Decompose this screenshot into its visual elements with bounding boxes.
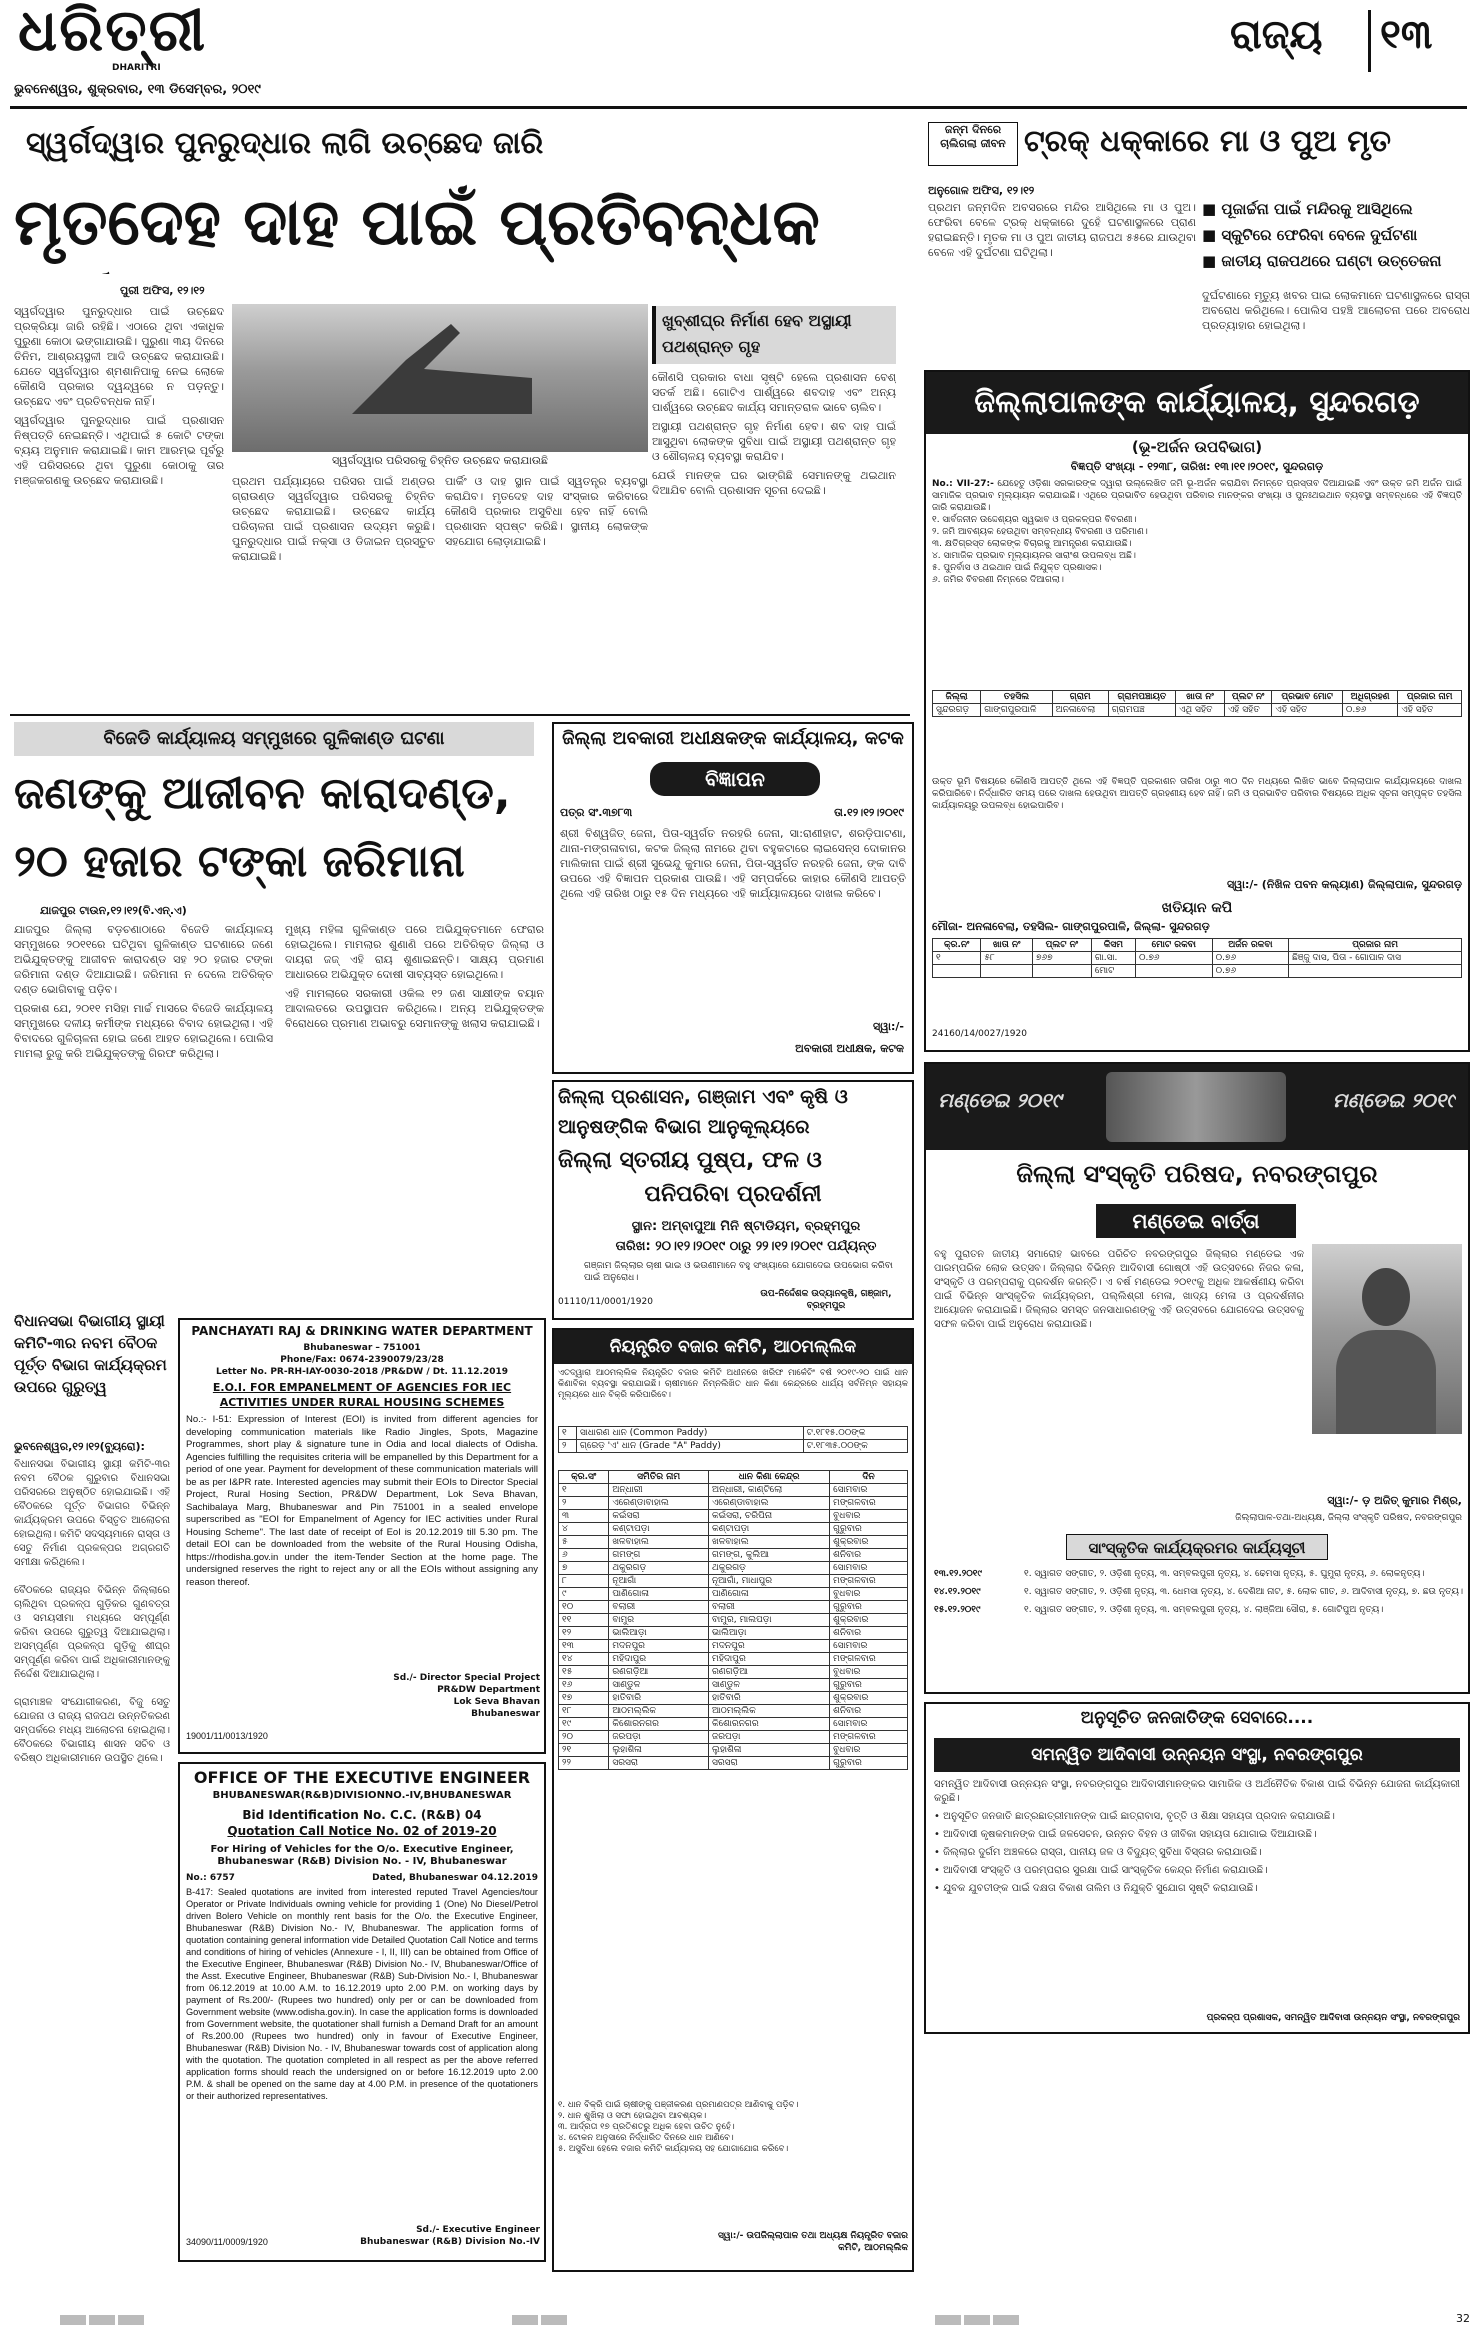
accident-kicker <box>928 122 1018 166</box>
accident-bullet: ■ ପୂଜାର୍ଚ୍ଚନା ପାଇଁ ମନ୍ଦିରକୁ ଆସିଥିଲେ <box>1202 200 1413 218</box>
accident-column-2: ଦୁର୍ଘଟଣାରେ ମୃତ୍ୟୁ ଖବର ପାଇ ଲୋକମାନେ ଘଟଣାସ୍ଥଳରେ ରାସ୍ତା ଅବରୋଧ କରିଥିଲେ। ପୋଲିସ ପହଞ୍ଚି ଆଲୋଚନା ପରେ ଅବରୋଧ ପ୍ରତ୍ୟାହାର ହୋଇଥିଲା। <box>1202 289 1470 332</box>
exec-engineer-title: OFFICE OF THE EXECUTIVE ENGINEER <box>193 1768 531 1787</box>
market-paddy-1: ସାଧାରଣ ଧାନ (Common Paddy) <box>576 1427 803 1440</box>
excavator-shape <box>352 324 532 414</box>
exec-engineer-bid: Bid Identification No. C.C. (R&B) 04 <box>242 1808 482 1822</box>
excise-ref: ପତ୍ର ସଂ.୩୭୮୩ <box>560 806 633 819</box>
lead-photo-caption: ସ୍ୱର୍ଗଦ୍ୱାର ପରିସରକୁ ଚିହ୍ନିତ ଉଚ୍ଛେଦ କରାଯାଉଛି <box>332 454 548 467</box>
ganjam-title-1: ଜିଲ୍ଲା ପ୍ରଶାସନ, ଗଞ୍ଜାମ ଏବଂ କୃଷି ଓ <box>558 1086 848 1108</box>
itda-sign: ପ୍ରକଳ୍ପ ପ୍ରଶାସକ, ସମନ୍ୱିତ ଆଦିବାସୀ ଉନ୍ନୟନ ସଂସ୍ଥା, ନବରଙ୍ଗପୁର <box>1206 2013 1460 2023</box>
excise-sign-1: ସ୍ୱା:/- <box>873 1020 904 1033</box>
itda-title <box>934 1738 1460 1772</box>
lead-subhead <box>652 306 896 364</box>
collector-sundargarh-body: No.: VII-27:- ଯେହେତୁ ଓଡ଼ିଶା ସରକାରଙ୍କ ଦ୍ୱାରା ଉଲ୍ଲେଖିତ ଜମି ଭୂ-ଅର୍ଜନ କରାଯିବା ନିମନ୍ତେ ପ୍ରସ୍ତାବ ଦିଆଯାଇଛି ଏବଂ ଉକ୍ତ ଜମି ଅର୍ଜନ ପାଇଁ ସାମାଜିକ ପ୍ରଭାବ ମୂଲ୍ୟାୟନ କରାଯାଇଛି। ଏଥିରେ ପ୍ରଭାବିତ ହେଉଥିବା ପରିବାର ମାନଙ୍କର ସଂଖ୍ୟା ଓ ପୁନଃଥଇଥାନ ବ୍ୟବସ୍ଥା ସମ୍ବନ୍ଧରେ ଏହି ବିଜ୍ଞପ୍ତି ଜାରି କରାଯାଉଛି। ୧. ସାର୍ବଜନୀନ ଉଦ୍ଦେଶ୍ୟର ସ୍ୱଭାବ ଓ ପ୍ରକଳ୍ପର ବିବରଣୀ। ୨. ଜମି ଆବଶ୍ୟକ ହେଉଥିବା ସମ୍ବନ୍ଧୀୟ ବିବରଣୀ ଓ ପରିମାଣ। ୩. କ୍ଷତିଗ୍ରସ୍ତ ଲୋକଙ୍କ ବିଚାରକୁ ଆମନ୍ତ୍ରଣ କରାଯାଉଛି। ୪. ସାମାଜିକ ପ୍ରଭାବ ମୂଲ୍ୟାୟନର ସାରାଂଶ ଉପଲବ୍ଧ ଅଛି। ୫. ପୁନର୍ବାସ ଓ ଥଇଥାନ ପାଇଁ ନିଯୁକ୍ତ ପ୍ରଶାସକ। ୬. ଜମିର ବିବରଣୀ ନିମ୍ନରେ ଦିଆଗଲା। <box>932 479 1462 585</box>
bjd-kicker-text: ବିଜେଡି କାର୍ଯ୍ୟାଳୟ ସମ୍ମୁଖରେ ଗୁଳିକାଣ୍ଡ ଘଟଣା <box>103 728 445 749</box>
program-row: ୧୫.୧୨.୨୦୧୯ ୧. ସ୍ୱାଗତ ସଙ୍ଗୀତ, ୨. ଓଡ଼ିଶୀ ନୃତ୍ୟ, ୩. ସମ୍ବଲପୁରୀ ନୃତ୍ୟ, ୪. ଲାଞ୍ଜିଆ ସୌରା, ୫. ଗୋଟିପୁଅ ନୃତ୍ୟ। <box>934 1605 1384 1615</box>
nabarangpur-ad <box>924 1062 1470 1694</box>
collector-sundargarh-body-2: ଉକ୍ତ ଭୂମି ବିଷୟରେ କୌଣସି ଆପତ୍ତି ଥିଲେ ଏହି ବିଜ୍ଞପ୍ତି ପ୍ରକାଶନ ତାରିଖ ଠାରୁ ୩୦ ଦିନ ମଧ୍ୟରେ ଲିଖିତ ଭାବେ ଜିଲ୍ଲାପାଳ କାର୍ଯ୍ୟାଳୟରେ ଦାଖଲ କରିପାରିବେ। ନିର୍ଦ୍ଧାରିତ ସମୟ ପରେ ଦାଖଲ ହେଉଥିବା ଆପତ୍ତି ଗ୍ରହଣୀୟ ହେବ ନାହିଁ। ଜମି ଓ ପ୍ରଭାବିତ ପରିବାର ବିଷୟରେ ଅଧିକ ସୂଚନା ସମ୍ପୃକ୍ତ ତହସିଲ କାର୍ଯ୍ୟାଳୟରୁ ଉପଲବ୍ଧ ହୋଇପାରିବ। <box>932 777 1462 811</box>
exec-engineer-purpose: For Hiring of Vehicles for the O/o. Executive Engineer, Bhubaneswar (R&B) Division No. - IV, Bhubaneswar <box>210 1844 514 1867</box>
section-title: ରାଜ୍ୟ <box>1230 12 1323 58</box>
accident-headline: ଟ୍ରକ୍ ଧକ୍କାରେ ମା ଓ ପୁଅ ମୃତ <box>1024 124 1392 159</box>
collector-sundargarh-signature: ସ୍ୱା:/- (ନିଖିଳ ପବନ କଲ୍ୟାଣ) ଜିଲ୍ଲାପାଳ, ସୁନ୍ଦରଗଡ଼ <box>1226 878 1462 891</box>
masthead-rule <box>10 106 1467 109</box>
itda-ad <box>924 1702 1470 2034</box>
newspaper-logo-sub: DHARITRI <box>112 63 161 73</box>
collector-land-table-2: କ୍ର.ନଂ ଖାତା ନଂ ପ୍ଲଟ ନଂ କିସମ ମୋଟ ରକବା ଅର୍ଜନ ରକବା ପ୍ରଜାର ନାମ ୧ ୫୮ ୭୬୭ ଗା.ସା. ୦.୭୬ ୦.୭୬ ଛିଞ୍ଜୁ ଦାସ, ପିତା - ଗୋପାଳ ଦାସ ମୋଟ ୦.୭୬ <box>932 938 1462 1018</box>
program-row: ୧୩.୧୨.୨୦୧୯ ୧. ସ୍ୱାଗତ ସଙ୍ଗୀତ, ୨. ଓଡ଼ିଶୀ ନୃତ୍ୟ, ୩. ସମ୍ବଲପୁରୀ ନୃତ୍ୟ, ୪. ଢେମସା ନୃତ୍ୟ, ୫. ଘୁମୁରା ନୃତ୍ୟ, ୬. ଲୋକନୃତ୍ୟ। <box>934 1569 1425 1579</box>
accident-column-1: ପ୍ରଥମ ଜନ୍ମଦିନ ଅବସରରେ ମନ୍ଦିର ଆସିଥିଲେ ମା ଓ ପୁଅ। ଫେରିବା ବେଳେ ଟ୍ରକ୍ ଧକ୍କାରେ ଦୁହେଁ ଘଟଣାସ୍ଥଳରେ ପ୍ରାଣ ହରାଇଛନ୍ତି। ମୃତକ ମା ଓ ପୁଅ ଜାତୀୟ ରାଜପଥ ୫୫ରେ ଯାଉଥିବା ବେଳେ ଏହି ଦୁର୍ଘଟଣା ଘଟିଥିଲା। <box>928 201 1196 259</box>
market-price-1: ଟ.୧୮୧୫.୦୦ଙ୍କ <box>803 1427 907 1440</box>
program-date: ୧୩.୧୨.୨୦୧୯ <box>934 1569 982 1579</box>
market-price-2: ଟ.୧୮୩୫.୦୦ଙ୍କ <box>803 1440 907 1453</box>
program-title-text: ସାଂସ୍କୃତିକ କାର୍ଯ୍ୟକ୍ରମର କାର୍ଯ୍ୟସୂଚୀ <box>1088 1539 1306 1557</box>
mandei-barta-badge <box>1096 1204 1296 1238</box>
nabarangpur-title: ଜିଲ୍ଲା ସଂସ୍କୃତି ପରିଷଦ, ନବରଙ୍ଗପୁର <box>1016 1160 1378 1188</box>
itda-body: ସମନ୍ୱିତ ଆଦିବାସୀ ଉନ୍ନୟନ ସଂସ୍ଥା, ନବରଙ୍ଗପୁର ଆଦିବାସୀମାନଙ୍କର ସାମାଜିକ ଓ ଅର୍ଥନୈତିକ ବିକାଶ ପାଇଁ ବିଭିନ୍ନ ଯୋଜନା କାର୍ଯ୍ୟକାରୀ କରୁଛି। • ଅନୁସୂଚିତ ଜନଜାତି ଛାତ୍ରଛାତ୍ରୀମାନଙ୍କ ପାଇଁ ଛାତ୍ରାବାସ, ବୃତ୍ତି ଓ ଶିକ୍ଷା ସହାୟତା ପ୍ରଦାନ କରାଯାଉଛି। • ଆଦିବାସୀ କୃଷକମାନଙ୍କ ପାଇଁ ଜଳସେଚନ, ଉନ୍ନତ ବିହନ ଓ ଜୀବିକା ସହାୟତା ଯୋଗାଇ ଦିଆଯାଉଛି। • ଜିଲ୍ଲାର ଦୁର୍ଗମ ଅଞ୍ଚଳରେ ରାସ୍ତା, ପାନୀୟ ଜଳ ଓ ବିଦ୍ୟୁତ୍ ସୁବିଧା ବିସ୍ତାର କରାଯାଉଛି। • ଆଦିବାସୀ ସଂସ୍କୃତି ଓ ପରମ୍ପରାର ସୁରକ୍ଷା ପାଇଁ ସାଂସ୍କୃତିକ କେନ୍ଦ୍ର ନିର୍ମାଣ କରାଯାଉଛି। • ଯୁବକ ଯୁବତୀଙ୍କ ପାଇଁ ଦକ୍ଷତା ବିକାଶ ତାଲିମ ଓ ନିଯୁକ୍ତି ସୁଯୋଗ ସୃଷ୍ଟି କରାଯାଉଛି। <box>934 1779 1460 1894</box>
color-bar <box>935 2315 961 2325</box>
assembly-dateline: ଭୁବନେଶ୍ୱର,୧୨।୧୨(ବ୍ୟୁରୋ): <box>14 1440 145 1453</box>
mandei-banner-right: ମଣ୍ଡେଇ ୨୦୧୯ <box>1332 1088 1456 1112</box>
exec-engineer-sub: BHUBANESWAR(R&B)DIVISIONNO.-IV,BHUBANESWAR <box>212 1790 512 1801</box>
panchayati-address: Bhubaneswar – 751001 <box>303 1343 421 1353</box>
ganjam-code: 01110/11/0001/1920 <box>558 1297 653 1307</box>
program-date: ୧୫.୧୨.୨୦୧୯ <box>934 1605 981 1615</box>
market-paddy-2: ଗ୍ରେଡ଼ 'ଏ' ଧାନ (Grade "A" Paddy) <box>576 1440 803 1453</box>
exec-engineer-sign-2: Bhubaneswar (R&B) Division No.-IV <box>360 2237 540 2247</box>
exec-engineer-sign-1: Sd./- Executive Engineer <box>416 2225 540 2235</box>
newspaper-logo: ଧରିତ୍ରୀ <box>18 0 208 64</box>
bjd-headline-1: ଜଣଙ୍କୁ ଆଜୀବନ କାରାଦଣ୍ଡ, <box>14 768 511 819</box>
panchayati-code: 19001/11/0013/1920 <box>186 1731 268 1741</box>
collector-sundargarh-ref: No.: VII-27:- <box>932 479 994 489</box>
masthead <box>0 0 1477 112</box>
ganjam-dates: ତାରିଖ: ୨୦।୧୨।୨୦୧୯ ଠାରୁ ୨୨।୧୨।୨୦୧୯ ପର୍ଯ୍ୟନ୍ତ <box>615 1240 877 1254</box>
panchayati-phone: Phone/Fax: 0674-2390079/23/28 <box>280 1355 444 1365</box>
bjd-kicker <box>14 722 534 756</box>
color-bar <box>118 2315 144 2325</box>
ganjam-ad <box>552 1080 914 1320</box>
page-number-odia: ୧୩ <box>1380 12 1433 58</box>
lead-column-2: ପ୍ରଥମ ପର୍ଯ୍ୟାୟରେ ପରିସର ପାଇଁ ଅଣ୍ଡର ଗ୍ରାଉଣ୍ଡ ସ୍ୱର୍ଗଦ୍ୱାର ପରିସରକୁ ଚିହ୍ନିତ ଉଚ୍ଛେଦ କରାଯାଇଛି। ଉଚ୍ଛେଦ କାର୍ଯ୍ୟ ପରିଚାଳନା ପାଇଁ ପ୍ରଶାସନ ଉଦ୍ୟମ କରୁଛି। ପୁନରୁଦ୍ଧାର ପାଇଁ ନକ୍ସା ଓ ଡିଜାଇନ ପ୍ରସ୍ତୁତ କରାଯାଇଛି। ପାର୍କିଂ ଓ ଦାହ ସ୍ଥାନ ପାଇଁ ସ୍ୱତନ୍ତ୍ର ବ୍ୟବସ୍ଥା କରାଯିବ। ମୃତଦେହ ଦାହ ସଂସ୍କାର କରିବାରେ କୌଣସି ପ୍ରକାର ଅସୁବିଧା ହେବ ନାହିଁ ବୋଲି ପ୍ରଶାସନ ସ୍ପଷ୍ଟ କରିଛି। ସ୍ଥାନୀୟ ଲୋକଙ୍କ ସହଯୋଗ ଲୋଡ଼ାଯାଇଛି। <box>232 475 648 563</box>
panchayati-sign-1: Sd./- Director Special Project <box>393 1673 540 1683</box>
collector-total-label: ମୋଟ <box>1091 965 1135 978</box>
collector-portrait <box>1312 1244 1462 1434</box>
ganjam-title-2: ଆନୁଷଙ୍ଗିକ ବିଭାଗ ଆନୁକୂଲ୍ୟରେ <box>558 1116 810 1138</box>
exec-engineer-body: B-417: Sealed quotations are invited from interested reputed Travel Agencies/tour Operator or Private Individuals owning vehicle for providing 1 (One) No Diesel/Petrol driven Bolero Vehicle on monthly rent basis for the O/o. the Executive Engineer, Bhubaneswar (R&B) Division No.- IV, Bhubaneswar. The application forms of quotation containing general information vide Detailed Quotation Call Notice and terms and conditions of hiring of vehicles (Annexure - I, II, III) can be obtained from Office of the Executive Engineer, Bhubaneswar (R&B) Division No.- IV, Bhubaneswar/Office of the Asst. Executive Engineer, Bhubaneswar (R&B) Sub-Division No.- I, Bhubaneswar from 06.12.2019 at 10.00 A.M. to 16.12.2019 upto 2.00 P.M. on working days by payment of Rs.200/- (Rupees two hundred) only per or can be downloaded from Government website (www.odisha.gov.in). In case the application forms is downloaded from Government website, the quotationer shall furnish a Demand Draft for an amount of Rs.200.00 (Rupees two hundred) only in favour of Executive Engineer, Bhubaneswar (R&B) Division No. - IV, Bhubaneswar towards cost of application along with the quotation. The quotation completed in all respect as per the above referred application forms should reach the undersigned on or before 16.12.2019 upto 2.00 P.M. & shall be opened on the same day at 4.00 P.M. in presence of the quotationers or their authorized representatives. <box>186 1887 538 2101</box>
mandei-barta-badge-text: ମଣ୍ଡେଇ ବାର୍ତ୍ତା <box>1132 1209 1260 1233</box>
assembly-body: ବିଧାନସଭା ବିଭାଗୀୟ ସ୍ଥାୟୀ କମିଟି-୩ର ନବମ ବୈଠକ ଗୁରୁବାର ବିଧାନସଭା ପରିସରରେ ଅନୁଷ୍ଠିତ ହୋଇଯାଇଛି। ଏହି ବୈଠକରେ ପୂର୍ତ୍ତ ବିଭାଗର ବିଭିନ୍ନ କାର୍ଯ୍ୟକ୍ରମ ଉପରେ ବିସ୍ତୃତ ଆଲୋଚନା ହୋଇଥିଲା। କମିଟି ସଦସ୍ୟମାନେ ରାସ୍ତା ଓ ସେତୁ ନିର୍ମାଣ ପ୍ରକଳ୍ପର ଅଗ୍ରଗତି ସମୀକ୍ଷା କରିଥିଲେ। ବୈଠକରେ ରାଜ୍ୟର ବିଭିନ୍ନ ଜିଲ୍ଲାରେ ଚାଲିଥିବା ପ୍ରକଳ୍ପ ଗୁଡ଼ିକର ଗୁଣବତ୍ତା ଓ ସମୟସୀମା ମଧ୍ୟରେ ସମ୍ପୂର୍ଣ୍ଣ କରିବା ଉପରେ ଗୁରୁତ୍ୱ ଦିଆଯାଇଥିଲା। ଅସମ୍ପୂର୍ଣ୍ଣ ପ୍ରକଳ୍ପ ଗୁଡ଼ିକୁ ଶୀଘ୍ର ସମ୍ପୂର୍ଣ୍ଣ କରିବା ପାଇଁ ଅଧିକାରୀମାନଙ୍କୁ ନିର୍ଦ୍ଦେଶ ଦିଆଯାଇଥିଲା। ଗ୍ରାମାଞ୍ଚଳ ସଂଯୋଗୀକରଣ, ବିଜୁ ସେତୁ ଯୋଜନା ଓ ରାଜ୍ୟ ରାଜପଥ ଉନ୍ନତିକରଣ ସମ୍ପର୍କରେ ମଧ୍ୟ ଆଲୋଚନା ହୋଇଥିଲା। ବୈଠକରେ ବିଭାଗୀୟ ଶାସନ ସଚିବ ଓ ବରିଷ୍ଠ ଅଧିକାରୀମାନେ ଉପସ୍ଥିତ ଥିଲେ। <box>14 1459 170 1764</box>
collector-total-value: ୦.୭୬ <box>1212 965 1289 978</box>
panchayati-body: No.:- I-51: Expression of Interest (EOI) is invited from different agencies for developing communication materials like Radio Jingles, Spots, Magazine Programmes, short play & signature tune in Odia and local dialects of Odisha. Agencies fulfilling the requisites criteria will be empanelled by this Department for a period of one year. Payment for development of these communication materials will be as per I&PR rate. Interested agencies may submit their EOIs to Director Special Project, Rural Hosing Section, PR&DW Department, Lok Seva Bhavan, Sachibalaya Marg, Bhubaneswar and Pin 751001 in a sealed envelope superscribed as "EOI for Empanelment of Agency for IEC activities under Rural Housing Scheme". The last date of receipt of EoI is 20.12.2019 till 5.30 pm. The detail EOI can be downloaded from the website of the Rural Housing Odisha, https://rhodisha.gov.in under the item-Tender Section at the home page. The undersigned reserves the right to reject any or all the EOIs without assigning any reason thereof. <box>186 1414 538 1588</box>
excise-sign-2: ଅବକାରୀ ଅଧୀକ୍ଷକ, କଟକ <box>795 1042 904 1055</box>
excise-body: ଶ୍ରୀ ବିଶ୍ୱଜିତ୍ ଜେନା, ପିତା-ସ୍ୱର୍ଗତ ନରହରି ଜେନା, ସା:ରାଣୀହାଟ, ଶରଡ଼ିପାଟଣା, ଥାନା-ମଙ୍ଗଳାବାଗ, କଟକ ଜିଲ୍ଲା ନାମରେ ଥିବା ବହୁକଟାରେ ଲାଇସେନ୍ସ ଦୋକାନର ମାଲିକାନା ପାଇଁ ଶ୍ରୀ ସୁଭେନ୍ଦୁ କୁମାର ଜେନା, ପିତା-ସ୍ୱର୍ଗତ ନରହରି ଜେନା, ଙ୍କ ଦାବି ଉପରେ ଏହି ବିଜ୍ଞାପନ ପ୍ରକାଶ ପାଉଛି। ଏହି ସମ୍ପର୍କରେ କାହାର କୌଣସି ଆପତ୍ତି ଥିଲେ ଏହି ତାରିଖ ଠାରୁ ୧୫ ଦିନ ମଧ୍ୟରେ ଏହି କାର୍ଯ୍ୟାଳୟରେ ଦାଖଲ କରିବେ। <box>560 827 906 900</box>
lead-column-1: ସ୍ୱର୍ଗଦ୍ୱାର ପୁନରୁଦ୍ଧାର ପାଇଁ ଉଚ୍ଛେଦ ପ୍ରକ୍ରିୟା ଜାରି ରହିଛି। ଏଠାରେ ଥିବା ଏକାଧିକ ପୁରୁଣା କୋଠା ଭଙ୍ଗାଯାଉଛି। ପୁରୁଣା ୩ୟ ଦିନରେ ତିନିମ, ଆଶ୍ରୟସ୍ଥଳୀ ଆଦି ଉଚ୍ଛେଦ କରାଯାଉଛି। ଯେତେ ସ୍ୱର୍ଗଦ୍ୱାର ଶ୍ମଶାନିପାକୁ ନେଇ ଲୋକେ କୌଣସି ପ୍ରକାର ଦ୍ୱନ୍ଦ୍ୱରେ ନ ପଡ଼ନ୍ତୁ। ଉଚ୍ଛେଦ ଏବଂ ପ୍ରତିବନ୍ଧକ ନାହିଁ। ସ୍ୱର୍ଗଦ୍ୱାର ପୁନରୁଦ୍ଧାର ପାଇଁ ପ୍ରଶାସନ ନିଷ୍ପତ୍ତି ନେଇଛନ୍ତି। ଏଥିପାଇଁ ୫ କୋଟି ଟଙ୍କା ବ୍ୟୟ ଅନୁମାନ କରାଯାଇଛି। କାମ ଆରମ୍ଭ ପୂର୍ବରୁ ଏହି ପରିସରରେ ଥିବା ପୁରୁଣା କୋଠାକୁ ତାର ମଞ୍ଜକଗଣକୁ ଉଚ୍ଛେଦ କରାଯାଉଛି। <box>14 305 224 487</box>
lead-subhead-text: ଖୁବ୍‌ଶୀଘ୍ର ନିର୍ମାଣ ହେବ ଅସ୍ଥାୟୀ ପଥଶ୍ରାନ୍ତ ଗୃହ <box>662 311 852 356</box>
lead-bottom-rule <box>10 714 910 716</box>
collector-sundargarh-sub: (ଭୂ-ଅର୍ଜନ ଉପବିଭାଗ) <box>1131 438 1263 456</box>
footer-registration-marks <box>60 2310 1360 2330</box>
accident-dateline: ଅନୁଗୋଳ ଅଫିସ, ୧୨।୧୨ <box>928 184 1035 197</box>
market-title-text: ନିୟନ୍ତ୍ରିତ ବଜାର କମିଟି, ଆଠମଲ୍ଲିକ <box>609 1337 857 1357</box>
nabarangpur-sign-2: ଜିଲ୍ଲାପାଳ-ତଥା-ଅଧ୍ୟକ୍ଷ, ଜିଲ୍ଲା ସଂସ୍କୃତି ପରିଷଦ, ନବରଙ୍ଗପୁର <box>1235 1513 1462 1523</box>
bjd-body: ଯାଜପୁର ଜିଲ୍ଲା ବଡ଼ଚଣାଠାରେ ବିଜେଡି କାର୍ଯ୍ୟାଳୟ ସମ୍ମୁଖରେ ୨୦୧୧ରେ ଘଟିଥିବା ଗୁଳିକାଣ୍ଡ ଘଟଣାରେ ଜଣେ ଅଭିଯୁକ୍ତଙ୍କୁ ଆଜୀବନ କାରାଦଣ୍ଡ ସହ ୨୦ ହଜାର ଟଙ୍କା ଜରିମାନା ଦଣ୍ଡ ଦିଆଯାଇଛି। ଜରିମାନା ନ ଦେଲେ ଅତିରିକ୍ତ ଦଣ୍ଡ ଭୋଗିବାକୁ ପଡ଼ିବ। ପ୍ରକାଶ ଯେ, ୨୦୧୧ ମସିହା ମାର୍ଚ୍ଚ ମାସରେ ବିଜେଡି କାର୍ଯ୍ୟାଳୟ ସମ୍ମୁଖରେ ଦଳୀୟ କର୍ମୀଙ୍କ ମଧ୍ୟରେ ବିବାଦ ହୋଇଥିଲା। ଏହି ବିବାଦରେ ଗୁଳିଚାଳନା ହୋଇ ଜଣେ ଆହତ ହୋଇଥିଲେ। ପୋଲିସ ମାମଲା ରୁଜୁ କରି ଅଭିଯୁକ୍ତଙ୍କୁ ଗିରଫ କରିଥିଲା। ମୁଖ୍ୟ ମହିଳା ଗୁଳିକାଣ୍ଡ ପରେ ଅଭିଯୁକ୍ତମାନେ ଫେରାର ହୋଇଥିଲେ। ମାମଲାର ଶୁଣାଣି ପରେ ଅତିରିକ୍ତ ଜିଲ୍ଲା ଓ ଦାୟରା ଜଜ୍ ଏହି ରାୟ ଶୁଣାଇଛନ୍ତି। ସାକ୍ଷ୍ୟ ପ୍ରମାଣ ଆଧାରରେ ଅଭିଯୁକ୍ତ ଦୋଷୀ ସାବ୍ୟସ୍ତ ହୋଇଥିଲେ। ଏହି ମାମଲାରେ ସରକାରୀ ଓକିଲ ୧୨ ଜଣ ସାକ୍ଷୀଙ୍କ ବୟାନ ଆଦାଲତରେ ଉପସ୍ଥାପନ କରିଥିଲେ। ଅନ୍ୟ ଅଭିଯୁକ୍ତଙ୍କ ବିରୋଧରେ ପ୍ରମାଣ ଅଭାବରୁ ସେମାନଙ୍କୁ ଖଲାସ କରାଯାଇଛି। <box>14 923 544 1060</box>
market-ad <box>552 1328 914 2272</box>
collector-sundargarh-notice: ବିଜ୍ଞପ୍ତି ସଂଖ୍ୟା - ୧୨୩୮, ତାରିଖ: ୧୩।୧୧।୨୦୧୯, ସୁନ୍ଦରଗଡ଼ <box>1070 460 1324 473</box>
collector-mouza: ମୌଜା- ଅନଳାବେଲା, ତହସିଲ- ଗାଙ୍ଗପୁରପାଳି, ଜିଲ୍ଲା- ସୁନ୍ଦରଗଡ଼ <box>932 920 1210 933</box>
lead-dateline: ପୁରୀ ଅଫିସ, ୧୨।୧୨ <box>120 284 205 297</box>
color-bar <box>89 2315 115 2325</box>
accident-bullets <box>1202 196 1470 282</box>
nabarangpur-sign: ସ୍ୱା:/- ଡ଼ ଅଜିତ୍ କୁମାର ମିଶ୍ର, <box>1327 1494 1462 1507</box>
color-bar <box>512 2315 538 2325</box>
collector-khatiyan-title: ଖତିୟାନ କପି <box>1161 900 1233 916</box>
color-bar <box>993 2315 1019 2325</box>
lead-photo <box>232 304 648 452</box>
bjd-dateline: ଯାଜପୁର ଟାଉନ,୧୨।୧୨(ବି.ଏନ୍.ଏ) <box>40 904 187 917</box>
mandei-banner-art <box>1106 1072 1286 1142</box>
market-notes: ୧. ଧାନ ବିକ୍ରି ପାଇଁ ଚାଷୀଙ୍କୁ ପଞ୍ଜୀକରଣ ପ୍ରମାଣପତ୍ର ଆଣିବାକୁ ପଡ଼ିବ। ୨. ଧାନ ଶୁଖିଲା ଓ ସଫା ହୋଇଥିବା ଆବଶ୍ୟକ। ୩. ଆର୍ଦ୍ରତା ୧୭ ପ୍ରତିଶତରୁ ଅଧିକ ହେବା ଉଚିତ ନୁହେଁ। ୪. ଟୋକନ ଅନୁସାରେ ନିର୍ଦ୍ଧାରିତ ଦିନରେ ଧାନ ଆଣିବେ। ୫. ଅସୁବିଧା ହେଲେ ବଜାର କମିଟି କାର୍ଯ୍ୟାଳୟ ସହ ଯୋଗାଯୋଗ କରିବେ। <box>558 2100 799 2154</box>
ganjam-sign: ଉପ-ନିର୍ଦ୍ଦେଶକ ଉଦ୍ୟାନକୃଷି, ଗଞ୍ଜାମ, ବ୍ରହ୍ମପୁର <box>760 1289 892 1311</box>
market-price-table: ୧ ସାଧାରଣ ଧାନ (Common Paddy) ଟ.୧୮୧୫.୦୦ଙ୍କ ୨ ଗ୍ରେଡ଼ 'ଏ' ଧାନ (Grade "A" Paddy) ଟ.୧୮୩୫.୦୦ଙ୍କ <box>558 1426 908 1466</box>
excise-badge-text: ବିଜ୍ଞାପନ <box>705 767 765 791</box>
exec-engineer-code: 34090/11/0009/1920 <box>186 2237 268 2247</box>
panchayati-title: PANCHAYATI RAJ & DRINKING WATER DEPARTMENT <box>191 1324 533 1338</box>
collector-land-table-1: ଜିଲ୍ଲା ତହସିଲ ଗ୍ରାମ ଗ୍ରାମପଞ୍ଚାୟତ ଖାତା ନଂ ପ୍ଲଟ ନଂ ପ୍ରଭାବ ମୋଟ ଅଧିଗ୍ରହଣ ପ୍ରଜାର ନାମ ସୁନ୍ଦରଗଡ଼ ଗାଙ୍ଗପୁରପାଳି ଅନଳାବେଲା ଗ୍ରାମପଞ୍ଚ ଏଥି ସହିତ ଏହି ସହିତ ଏହି ସହିତ ୦.୭୬ ଏହି ସହିତ <box>932 690 1462 772</box>
collector-ad-code: 24160/14/0027/1920 <box>932 1029 1027 1039</box>
panchayati-sign-4: Bhubaneswar <box>471 1709 540 1719</box>
panchayati-ad <box>178 1318 546 1754</box>
ganjam-body: ଗଞ୍ଜାମ ଜିଲ୍ଲାର ଚାଷୀ ଭାଇ ଓ ଭଉଣୀମାନେ ବହୁ ସଂଖ୍ୟାରେ ଯୋଗଦେଇ ଉପଭୋଗ କରିବା ପାଇଁ ଅନୁରୋଧ। <box>584 1261 893 1283</box>
market-centre-table: କ୍ର.ସଂ ସମିତିର ନାମ ଧାନ କିଣା କେନ୍ଦ୍ର ଦିନ ୧ ଅନ୍ଧାରୀ ଅନ୍ଧାରୀ, କାଣ୍ଟିଲୋ ସୋମବାର ୨ ଏରେଣ୍ଡାବାହାଲ ଏରେଣ୍ଡାବାହାଲ ମଙ୍ଗଳବାର ୩ କଇଁସରା କଇଁସରା, ଚରିପିନା ବୁଧବାର ୪ କଣ୍ଟାପଡ଼ା କଣ୍ଟାପଡ଼ା ଗୁରୁବାର ୫ ଖଳବାହାଲ ଖଳବାହାଲ ଶୁକ୍ରବାର ୬ ଗମଙ୍ଗ ଗମଙ୍ଗ, କୁଲିଆ ଶନିବାର ୭ ଥକୁରଗଡ଼ ଥକୁରଗଡ଼ ସୋମବାର ୮ ନୂଆଗାଁ ନୂଆଗାଁ, ମାଧାପୁର ମଙ୍ଗଳବାର ୯ ପାଣିଗୋଳା ପାଣିଗୋଳା ବୁଧବାର ୧୦ ବଲାରୀ ବଲାରୀ ଗୁରୁବାର ୧୧ ବାମୁର ବାମୁର, ମାଲପଡ଼ା ଶୁକ୍ରବାର ୧୨ ଭାଲିଆଡ଼ା ଭାଲିଆଡ଼ା ଶନିବାର ୧୩ ମଦନପୁର ମଦନପୁର ସୋମବାର ୧୪ ମହିଦାପୁର ମହିଦାପୁର ମଙ୍ଗଳବାର ୧୫ ରଣଗଡ଼ିଆ ରଣଗଡ଼ିଆ ବୁଧବାର ୧୬ ସାଣ୍ଡୁଳ ସାଣ୍ଡୁଳ ଗୁରୁବାର ୧୭ ହାତିବାରି ହାତିବାରି ଶୁକ୍ରବାର ୧୮ ଆଠମଲ୍ଲିକ ଆଠମଲ୍ଲିକ ଶନିବାର ୧୯ କିଶୋରନଗର କିଶୋରନଗର ସୋମବାର ୨୦ ଜରପଡ଼ା ଜରପଡ଼ା ମଙ୍ଗଳବାର ୨୧ ଲୁହାଶିଳା ଲୁହାଶିଳା ବୁଧବାର ୨୨ ସରସରା ସରସରା ଗୁରୁବାର <box>558 1470 908 2090</box>
excise-ad <box>552 722 914 1074</box>
mandei-banner <box>926 1064 1468 1150</box>
footer-page-number: 32 <box>1456 2312 1470 2325</box>
exec-engineer-dated: Dated, Bhubaneswar 04.12.2019 <box>372 1873 538 1883</box>
accident-bullet: ■ ଜାତୀୟ ରାଜପଥରେ ଘଣ୍ଟା ଉତ୍ତେଜନା <box>1202 252 1442 270</box>
portrait-head <box>1362 1268 1410 1326</box>
dateline: ଭୁବନେଶ୍ୱର, ଶୁକ୍ରବାର, ୧୩ ଡିସେମ୍ବର, ୨୦୧୯ <box>14 82 261 97</box>
market-intro: ଏତଦ୍ୱାରା ଆଠମଲ୍ଲିକ ନିୟନ୍ତ୍ରିତ ବଜାର କମିଟି ଅଧୀନରେ ଖରିଫ ମାର୍କେଟିଂ ବର୍ଷ ୨୦୧୯-୨୦ ପାଇଁ ଧାନ କିଣାବିକା ବ୍ୟବସ୍ଥା କରାଯାଇଛି। ଚାଷୀମାନେ ନିମ୍ନଲିଖିତ ଧାନ କିଣା କେନ୍ଦ୍ରରେ ଧାର୍ଯ୍ୟ ସର୍ବନିମ୍ନ ସହାୟକ ମୂଲ୍ୟରେ ଧାନ ବିକ୍ରି କରିପାରିବେ। <box>558 1368 908 1400</box>
color-bar <box>60 2315 86 2325</box>
section-divider <box>1368 10 1371 72</box>
exec-engineer-no: No.: 6757 <box>186 1873 235 1883</box>
collector-sundargarh-title <box>926 372 1468 434</box>
exec-engineer-notice: Quotation Call Notice No. 02 of 2019-20 <box>227 1824 497 1838</box>
mandei-banner-left: ମଣ୍ଡେଇ ୨୦୧୯ <box>938 1088 1062 1112</box>
panchayati-sign-2: PR&DW Department <box>437 1685 540 1695</box>
nabarangpur-body: ବହୁ ପୁରାତନ ଜାତୀୟ ସମାରୋହ ଭାବରେ ପରିଚିତ ନବରଙ୍ଗପୁର ଜିଲ୍ଲାର ମଣ୍ଡେଇ ଏକ ପାରମ୍ପରିକ ଲୋକ ଉତ୍ସବ। ଜିଲ୍ଲାର ବିଭିନ୍ନ ଆଦିବାସୀ ଗୋଷ୍ଠୀ ଏହି ଉତ୍ସବରେ ନିଜର କଳା, ସଂସ୍କୃତି ଓ ପରମ୍ପରାକୁ ପ୍ରଦର୍ଶନ କରନ୍ତି। ଏ ବର୍ଷ ମଣ୍ଡେଇ ୨୦୧୯କୁ ଅଧିକ ଆକର୍ଷଣୀୟ କରିବା ପାଇଁ ବିଭିନ୍ନ ସାଂସ୍କୃତିକ କାର୍ଯ୍ୟକ୍ରମ, ପଲ୍ଲିଶ୍ରୀ ମେଳା, ଖାଦ୍ୟ ମେଳା ଓ ପ୍ରଦର୍ଶନୀର ଆୟୋଜନ କରାଯାଇଛି। ଜିଲ୍ଲାର ସମସ୍ତ ଜନସାଧାରଣଙ୍କୁ ଏହି ଉତ୍ସବରେ ଯୋଗଦେଇ ଉତ୍ସବକୁ ସଫଳ କରିବା ପାଇଁ ଅନୁରୋଧ କରାଯାଉଛି। <box>934 1249 1304 1330</box>
itda-title-text: ସମନ୍ୱିତ ଆଦିବାସୀ ଉନ୍ନୟନ ସଂସ୍ଥା, ନବରଙ୍ଗପୁର <box>1031 1745 1363 1765</box>
program-schedule <box>934 1568 1464 1688</box>
accident-kicker-text: ଜନ୍ମ ଦିନରେ ଚାଲିଗଲା ଜୀବନ <box>940 123 1006 150</box>
excise-title: ଜିଲ୍ଲା ଅବକାରୀ ଅଧୀକ୍ଷକଙ୍କ କାର୍ଯ୍ୟାଳୟ, କଟକ <box>562 728 904 749</box>
lead-column-3: କୌଣସି ପ୍ରକାର ବାଧା ସୃଷ୍ଟି ହେଲେ ପ୍ରଶାସନ ବେଶ୍ ସତର୍କ ଅଛି। ଗୋଟିଏ ପାର୍ଶ୍ୱରେ ଶବଦାହ ଏବଂ ଅନ୍ୟ ପାର୍ଶ୍ୱରେ ଉଚ୍ଛେଦ କାର୍ଯ୍ୟ ସମାନ୍ତରାଳ ଭାବେ ଚାଲିବ। ଅସ୍ଥାୟୀ ପଥଶ୍ରାନ୍ତ ଗୃହ ନିର୍ମାଣ ହେବ। ଶବ ଦାହ ପାଇଁ ଆସୁଥିବା ଲୋକଙ୍କ ସୁବିଧା ପାଇଁ ଅସ୍ଥାୟୀ ପଥଶ୍ରାନ୍ତ ଗୃହ ଓ ଶୌଚାଳୟ ବ୍ୟବସ୍ଥା କରାଯିବ। ଯେଉଁ ମାନଙ୍କ ଘର ଭାଙ୍ଗିଛି ସେମାନଙ୍କୁ ଥଇଥାନ ଦିଆଯିବ ବୋଲି ପ୍ରଶାସନ ସୂଚନା ଦେଇଛି। <box>652 371 896 497</box>
excise-badge <box>650 762 820 796</box>
panchayati-sign-3: Lok Seva Bhavan <box>453 1697 540 1707</box>
ganjam-title-3: ଜିଲ୍ଲା ସ୍ତରୀୟ ପୁଷ୍ପ, ଫଳ ଓ <box>558 1148 822 1173</box>
accident-bullet: ■ ସ୍କୁଟିରେ ଫେରିବା ବେଳେ ଦୁର୍ଘଟଣା <box>1202 226 1418 244</box>
excise-date: ତା.୧୨।୧୨।୨୦୧୯ <box>834 806 904 819</box>
portrait-body <box>1336 1330 1436 1434</box>
market-title <box>554 1330 912 1364</box>
program-date: ୧୪.୧୨.୨୦୧୯ <box>934 1587 981 1597</box>
program-title <box>1066 1534 1328 1560</box>
exec-engineer-ad <box>178 1762 546 2262</box>
bjd-headline-2: ୨୦ ହଜାର ଟଙ୍କା ଜରିମାନା <box>14 836 465 887</box>
market-sign: ସ୍ୱା:/- ଉପଜିଲ୍ଲାପାଳ ତଥା ଅଧ୍ୟକ୍ଷ ନିୟନ୍ତ୍ରିତ ବଜାର କମିଟି, ଆଠମଲ୍ଲିକ <box>718 2231 908 2253</box>
panchayati-eoi: E.O.I. FOR EMPANELMENT OF AGENCIES FOR IEC ACTIVITIES UNDER RURAL HOUSING SCHEMES <box>212 1381 512 1409</box>
color-bar <box>964 2315 990 2325</box>
lead-headline: ମୃତଦେହ ଦାହ ପାଇଁ ପ୍ରତିବନ୍ଧକ <box>14 186 820 260</box>
lead-kicker: ସ୍ୱର୍ଗଦ୍ୱାର ପୁନରୁଦ୍ଧାର ଲାଗି ଉଚ୍ଛେଦ ଜାରି <box>26 126 544 161</box>
panchayati-letter: Letter No. PR-RH-IAY-0030-2018 /PR&DW / Dt. 11.12.2019 <box>215 1367 509 1377</box>
ganjam-venue: ସ୍ଥାନ: ଅମ୍ବାପୁଆ ମିନି ଷ୍ଟାଡିୟମ, ବ୍ରହ୍ମପୁର <box>631 1220 861 1234</box>
program-row: ୧୪.୧୨.୨୦୧୯ ୧. ସ୍ୱାଗତ ସଙ୍ଗୀତ, ୨. ଓଡ଼ିଶୀ ନୃତ୍ୟ, ୩. ଧେମସା ନୃତ୍ୟ, ୪. ଦେଶିଆ ନାଟ, ୫. ଲୋକ ଗୀତ, ୬. ଆଦିବାସୀ ନୃତ୍ୟ, ୭. ଛଉ ନୃତ୍ୟ। <box>934 1587 1464 1597</box>
collector-sundargarh-ad <box>924 370 1470 1052</box>
assembly-headline: ବିଧାନସଭା ବିଭାଗୀୟ ସ୍ଥାୟୀ କମିଟି-୩ର ନବମ ବୈଠକ ପୂର୍ତ୍ତ ବିଭାଗ କାର୍ଯ୍ୟକ୍ରମ ଉପରେ ଗୁରୁତ୍ୱ <box>14 1312 167 1396</box>
color-bar <box>541 2315 567 2325</box>
collector-sundargarh-title-text: ଜିଲ୍ଲାପାଳଙ୍କ କାର୍ଯ୍ୟାଳୟ, ସୁନ୍ଦରଗଡ଼ <box>974 385 1420 420</box>
ganjam-title-4: ପନିପରିବା ପ୍ରଦର୍ଶନୀ <box>644 1182 822 1207</box>
itda-kicker: ଅନୁସୂଚିତ ଜନଜାତିଙ୍କ ସେବାରେ.... <box>1080 1708 1314 1728</box>
